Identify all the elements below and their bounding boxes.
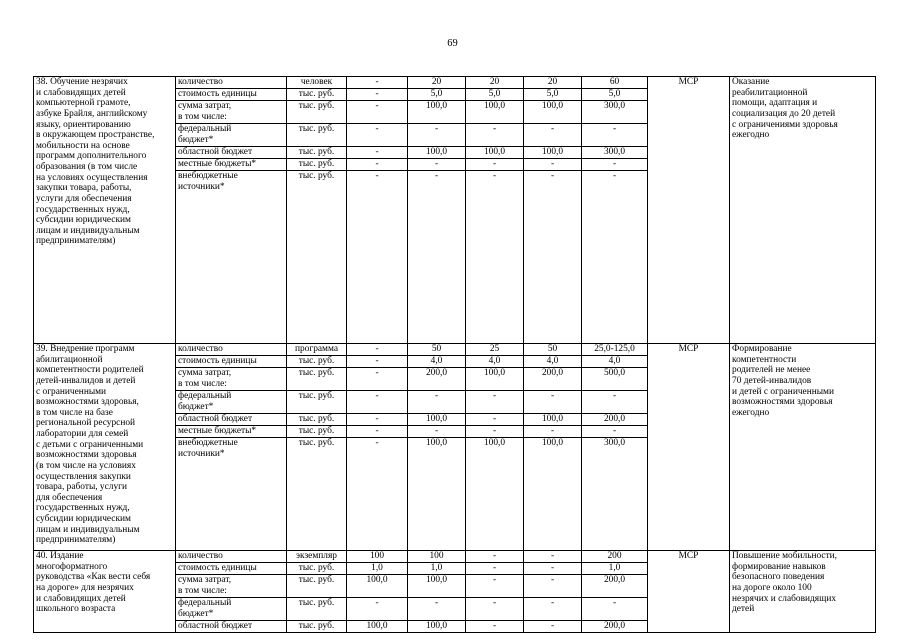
year-value-cell: - [524,124,582,147]
year-value-cell: 100,0 [408,438,466,551]
year-value-cell: 20 [408,77,466,89]
total-cell: 200,0 [582,575,648,598]
year-value-cell: - [466,563,524,575]
year-value-cell: 5,0 [408,89,466,101]
total-cell: 300,0 [582,147,648,159]
year-value-cell: - [524,159,582,171]
total-cell: 25,0-125,0 [582,344,648,356]
year-value-cell: - [347,89,408,101]
year-value-cell: - [347,391,408,414]
unit-cell: тыс. руб. [287,89,347,101]
unit-cell: тыс. руб. [287,147,347,159]
executor-cell: МСР [648,344,730,551]
indicator-cell: внебюджетные источники* [176,438,287,551]
year-value-cell: - [524,391,582,414]
year-value-cell: 50 [524,344,582,356]
year-value-cell: 100,0 [408,621,466,633]
total-cell: - [582,598,648,621]
year-value-cell: - [408,391,466,414]
total-cell: 1,0 [582,563,648,575]
year-value-cell: - [347,438,408,551]
indicator-cell: стоимость единицы [176,89,287,101]
indicator-cell: федеральный бюджет* [176,391,287,414]
year-value-cell: - [347,77,408,89]
year-value-cell: 100,0 [524,438,582,551]
indicator-cell: областной бюджет [176,414,287,426]
year-value-cell: 100,0 [466,438,524,551]
unit-cell: тыс. руб. [287,621,347,633]
year-value-cell: - [524,171,582,344]
measure-name: 39. Внедрение программ абилитационной компетентности родителей детей-инвалидов и детей с ограниченными возможностями здоровья, в том числе на базе региональной ресурсной лаборатории для семей с детьми с ограниченными возможностями здоровья (в том числе на условиях осуществления закупки товара, работы, услуги для обеспечения государственных нужд, субсидии юридическим лицам и индивидуальным предпринимателям) [34,344,176,551]
year-value-cell: - [347,171,408,344]
year-value-cell: - [347,598,408,621]
year-value-cell: - [524,551,582,563]
table-row [34,344,876,356]
expected-result-cell: Оказание реабилитационной помощи, адаптация и социализация до 20 детей с ограничениями здоровья ежегодно [730,77,876,344]
indicator-cell: стоимость единицы [176,563,287,575]
total-cell: 300,0 [582,438,648,551]
measure-name: 38. Обучение незрячих и слабовидящих детей компьютерной грамоте, азбуке Брайля, английскому языку, ориентированию в окружающем пространстве, мобильности на основе программ дополнительного образования (в том числе на условиях осуществления закупки товара, работы, услуги для обеспечения государственных нужд, субсидии юридическим лицам и индивидуальным предпринимателям) [34,77,176,344]
year-value-cell: 1,0 [408,563,466,575]
program-table [33,76,876,633]
unit-cell: тыс. руб. [287,101,347,124]
unit-cell: тыс. руб. [287,368,347,391]
executor-cell: МСР [648,77,730,344]
unit-cell: тыс. руб. [287,563,347,575]
total-cell: 4,0 [582,356,648,368]
year-value-cell: 25 [466,344,524,356]
year-value-cell: - [524,575,582,598]
indicator-cell: местные бюджеты* [176,426,287,438]
year-value-cell: - [347,426,408,438]
total-cell: - [582,124,648,147]
table-row [34,551,876,563]
executor-cell: МСР [648,551,730,633]
year-value-cell: 100,0 [466,147,524,159]
indicator-cell: сумма затрат, в том числе: [176,368,287,391]
year-value-cell: - [408,598,466,621]
year-value-cell: 100,0 [524,101,582,124]
year-value-cell: - [466,159,524,171]
indicator-cell: областной бюджет [176,621,287,633]
year-value-cell: 100,0 [347,575,408,598]
year-value-cell: 20 [466,77,524,89]
unit-cell: тыс. руб. [287,575,347,598]
indicator-cell: количество [176,551,287,563]
year-value-cell: 200,0 [408,368,466,391]
total-cell: - [582,391,648,414]
unit-cell: тыс. руб. [287,356,347,368]
year-value-cell: 100,0 [347,621,408,633]
expected-result-cell: Повышение мобильности, формирование навыков безопасного поведения на дороге около 100 незрячих и слабовидящих детей [730,551,876,633]
indicator-cell: сумма затрат, в том числе: [176,575,287,598]
unit-cell: тыс. руб. [287,414,347,426]
indicator-cell: областной бюджет [176,147,287,159]
unit-cell: тыс. руб. [287,171,347,344]
year-value-cell: 100,0 [524,414,582,426]
year-value-cell: 100 [408,551,466,563]
indicator-cell: федеральный бюджет* [176,124,287,147]
year-value-cell: 100,0 [408,147,466,159]
year-value-cell: - [524,563,582,575]
total-cell: - [582,171,648,344]
year-value-cell: - [466,124,524,147]
unit-cell: тыс. руб. [287,426,347,438]
year-value-cell: - [347,124,408,147]
year-value-cell: - [347,159,408,171]
unit-cell: тыс. руб. [287,391,347,414]
year-value-cell: 5,0 [524,89,582,101]
year-value-cell: - [466,575,524,598]
year-value-cell: - [466,171,524,344]
total-cell: - [582,159,648,171]
year-value-cell: - [347,147,408,159]
total-cell: 500,0 [582,368,648,391]
year-value-cell: 100 [347,551,408,563]
indicator-cell: количество [176,344,287,356]
year-value-cell: 200,0 [524,368,582,391]
year-value-cell: - [408,124,466,147]
year-value-cell: 100,0 [408,101,466,124]
indicator-cell: стоимость единицы [176,356,287,368]
year-value-cell: - [466,598,524,621]
year-value-cell: - [466,426,524,438]
unit-cell: экземпляр [287,551,347,563]
year-value-cell: - [466,551,524,563]
year-value-cell: - [524,426,582,438]
year-value-cell: 100,0 [466,368,524,391]
year-value-cell: - [524,621,582,633]
year-value-cell: 1,0 [347,563,408,575]
total-cell: 5,0 [582,89,648,101]
year-value-cell: - [408,426,466,438]
year-value-cell: - [408,159,466,171]
year-value-cell: - [347,101,408,124]
year-value-cell: 50 [408,344,466,356]
year-value-cell: - [408,171,466,344]
year-value-cell: 100,0 [408,414,466,426]
unit-cell: человек [287,77,347,89]
year-value-cell: - [466,391,524,414]
year-value-cell: - [347,368,408,391]
year-value-cell: - [524,598,582,621]
year-value-cell: - [466,621,524,633]
indicator-cell: сумма затрат, в том числе: [176,101,287,124]
total-cell: 300,0 [582,101,648,124]
measure-name: 40. Издание многоформатного руководства «Как вести себя на дороге» для незрячих и слабовидящих детей школьного возраста [34,551,176,633]
year-value-cell: - [347,344,408,356]
unit-cell: тыс. руб. [287,598,347,621]
total-cell: 60 [582,77,648,89]
year-value-cell: - [347,414,408,426]
unit-cell: тыс. руб. [287,438,347,551]
total-cell: 200,0 [582,414,648,426]
indicator-cell: внебюджетные источники* [176,171,287,344]
year-value-cell: - [466,414,524,426]
indicator-cell: количество [176,77,287,89]
year-value-cell: 4,0 [466,356,524,368]
year-value-cell: 4,0 [408,356,466,368]
year-value-cell: - [347,356,408,368]
year-value-cell: 100,0 [466,101,524,124]
unit-cell: тыс. руб. [287,159,347,171]
year-value-cell: 100,0 [524,147,582,159]
total-cell: 200,0 [582,621,648,633]
unit-cell: программа [287,344,347,356]
total-cell: - [582,426,648,438]
indicator-cell: местные бюджеты* [176,159,287,171]
year-value-cell: 20 [524,77,582,89]
total-cell: 200 [582,551,648,563]
unit-cell: тыс. руб. [287,124,347,147]
indicator-cell: федеральный бюджет* [176,598,287,621]
year-value-cell: 5,0 [466,89,524,101]
year-value-cell: 4,0 [524,356,582,368]
year-value-cell: 100,0 [408,575,466,598]
table-row [34,77,876,89]
page-number: 69 [447,38,458,49]
expected-result-cell: Формирование компетентности родителей не менее 70 детей-инвалидов и детей с ограниченными возможностями здоровья ежегодно [730,344,876,551]
